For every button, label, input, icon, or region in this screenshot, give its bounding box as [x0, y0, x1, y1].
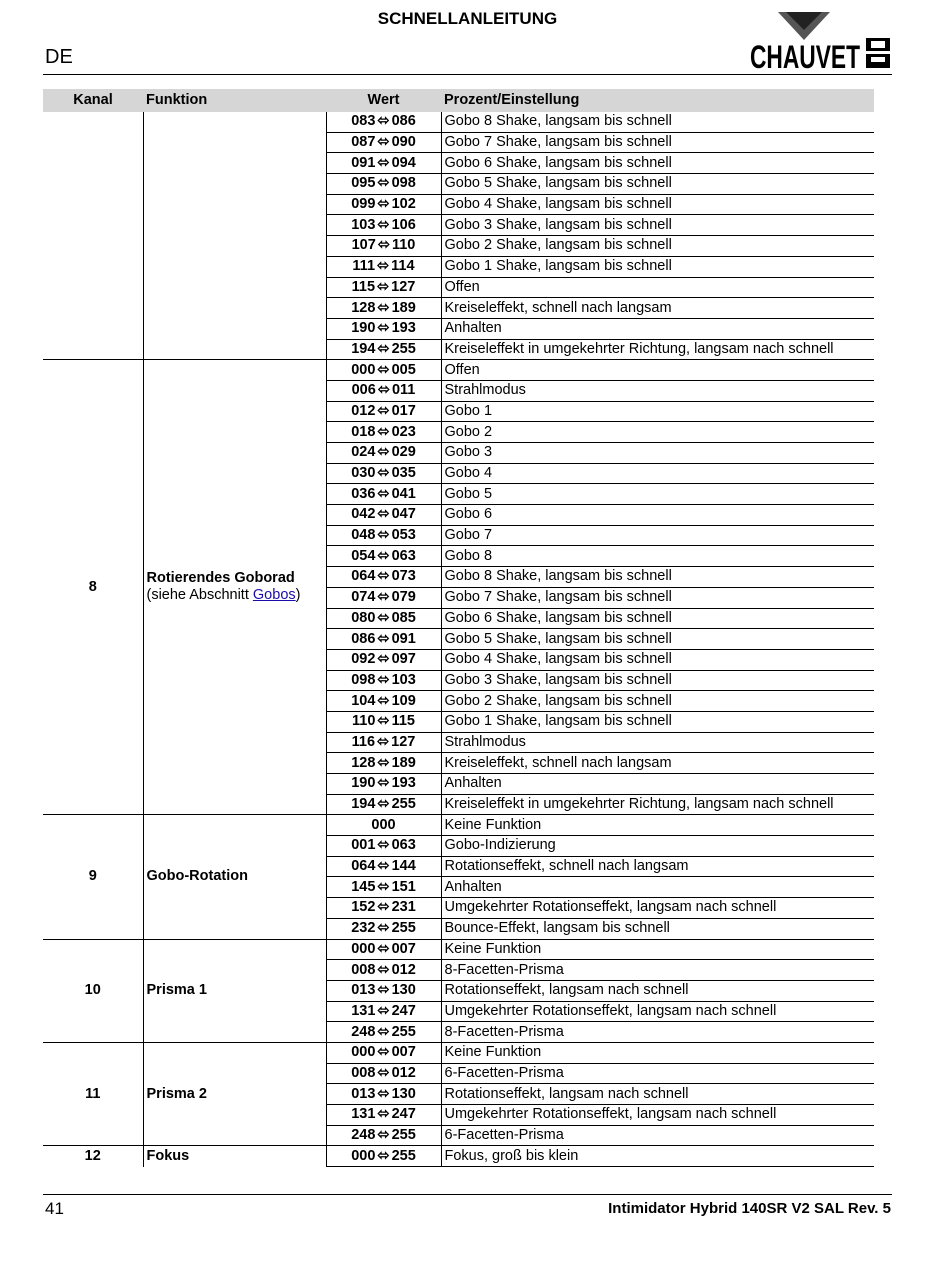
channel-number: 12 [43, 1146, 143, 1167]
dmx-value-range [326, 318, 441, 339]
value-from: 074 [351, 589, 376, 606]
function-name: Gobo-Rotation [146, 868, 248, 885]
value-to: 103 [391, 671, 416, 688]
range-arrow-icon: ⬄ [377, 547, 390, 564]
dmx-value-range [326, 112, 441, 132]
setting-description: Keine Funktion [441, 1042, 874, 1063]
range-arrow-icon: ⬄ [377, 134, 390, 151]
dmx-value-range [326, 1125, 441, 1146]
range-arrow-icon: ⬄ [377, 258, 390, 275]
value-to: 255 [391, 1023, 416, 1040]
value-from: 000 [371, 816, 396, 833]
setting-description: Gobo 5 Shake, langsam bis schnell [441, 629, 874, 650]
value-from: 092 [351, 651, 376, 668]
value-to: 144 [391, 858, 416, 875]
range-arrow-icon: ⬄ [377, 754, 390, 771]
value-to: 035 [391, 465, 416, 482]
dmx-value-range [326, 711, 441, 732]
svg-text:CHAUVET: CHAUVET [750, 39, 861, 72]
dmx-value-range [326, 194, 441, 215]
value-to: 094 [391, 154, 416, 171]
value-to: 007 [391, 940, 416, 957]
value-to: 109 [391, 692, 416, 709]
setting-description: Offen [441, 360, 874, 381]
value-from: 098 [351, 671, 376, 688]
value-from: 000 [351, 1147, 376, 1164]
dmx-value-range [326, 1022, 441, 1043]
dmx-value-range [326, 774, 441, 795]
value-from: 080 [351, 609, 376, 626]
value-to: 090 [391, 134, 416, 151]
setting-description: Gobo 7 Shake, langsam bis schnell [441, 132, 874, 153]
dmx-value-range [326, 732, 441, 753]
channel-function [143, 815, 326, 939]
value-from: 152 [351, 899, 376, 916]
value-from: 000 [351, 361, 376, 378]
value-from: 036 [351, 485, 376, 502]
value-to: 086 [391, 113, 416, 130]
value-from: 042 [351, 506, 376, 523]
range-arrow-icon: ⬄ [377, 961, 390, 978]
setting-description: Gobo 7 [441, 525, 874, 546]
value-from: 008 [351, 961, 376, 978]
value-to: 063 [391, 837, 416, 854]
value-from: 128 [351, 299, 376, 316]
channel-function [143, 112, 326, 360]
setting-description: Gobo-Indizierung [441, 836, 874, 857]
setting-description: Gobo 4 [441, 463, 874, 484]
range-arrow-icon: ⬄ [377, 216, 390, 233]
range-arrow-icon: ⬄ [377, 320, 390, 337]
value-to: 053 [391, 527, 416, 544]
value-from: 115 [351, 278, 376, 295]
range-arrow-icon: ⬄ [377, 278, 390, 295]
dmx-value-range [326, 567, 441, 588]
setting-description: Gobo 5 [441, 484, 874, 505]
setting-description: Gobo 6 [441, 505, 874, 526]
value-from: 064 [351, 858, 376, 875]
setting-description: Strahlmodus [441, 732, 874, 753]
value-from: 095 [351, 175, 376, 192]
value-from: 116 [351, 733, 376, 750]
range-arrow-icon: ⬄ [377, 1044, 390, 1061]
range-arrow-icon: ⬄ [377, 423, 390, 440]
value-to: 079 [391, 589, 416, 606]
channel-function [143, 939, 326, 1042]
setting-description: Gobo 8 Shake, langsam bis schnell [441, 112, 874, 132]
channel-number: 8 [43, 360, 143, 815]
table-row [43, 815, 874, 836]
dmx-channel-table [43, 89, 874, 1167]
column-header-funktion: Funktion [143, 89, 326, 112]
channel-number: 11 [43, 1042, 143, 1145]
range-arrow-icon: ⬄ [377, 692, 390, 709]
range-arrow-icon: ⬄ [377, 444, 390, 461]
setting-description: Kreiseleffekt in umgekehrter Richtung, langsam nach schnell [441, 339, 874, 360]
value-to: 102 [391, 196, 416, 213]
value-to: 255 [391, 920, 416, 937]
value-from: 024 [351, 444, 376, 461]
footer-rule [43, 1194, 892, 1195]
value-to: 005 [391, 361, 416, 378]
function-name: Fokus [146, 1147, 190, 1164]
value-to: 193 [391, 775, 416, 792]
value-to: 127 [391, 733, 416, 750]
table-row [43, 112, 874, 132]
channel-number [43, 112, 143, 360]
dmx-value-range [326, 1105, 441, 1126]
value-to: 007 [391, 1044, 416, 1061]
dmx-value-range [326, 649, 441, 670]
range-arrow-icon: ⬄ [377, 982, 390, 999]
value-to: 255 [391, 1147, 416, 1164]
value-to: 047 [391, 506, 416, 523]
setting-description: Gobo 2 [441, 422, 874, 443]
dmx-value-range [326, 918, 441, 939]
value-from: 194 [351, 796, 376, 813]
range-arrow-icon: ⬄ [377, 361, 390, 378]
setting-description: Gobo 1 Shake, langsam bis schnell [441, 711, 874, 732]
value-to: 011 [391, 382, 416, 399]
range-arrow-icon: ⬄ [377, 609, 390, 626]
dmx-value-range [326, 1063, 441, 1084]
range-arrow-icon: ⬄ [377, 589, 390, 606]
function-note-prefix: (siehe Abschnitt [146, 587, 253, 604]
dmx-value-range [326, 339, 441, 360]
channel-number: 9 [43, 815, 143, 939]
dmx-value-range [326, 525, 441, 546]
value-to: 189 [391, 299, 416, 316]
channel-function [143, 360, 326, 815]
dmx-value-range [326, 1001, 441, 1022]
range-arrow-icon: ⬄ [377, 175, 390, 192]
dmx-value-range [326, 1146, 441, 1167]
dmx-value-range [326, 670, 441, 691]
value-from: 131 [351, 1106, 376, 1123]
value-from: 131 [351, 1002, 376, 1019]
value-from: 000 [351, 940, 376, 957]
value-from: 006 [351, 382, 376, 399]
dmx-value-range [326, 856, 441, 877]
dmx-value-range [326, 360, 441, 381]
dmx-value-range [326, 629, 441, 650]
setting-description: 6-Facetten-Prisma [441, 1063, 874, 1084]
value-from: 083 [351, 113, 376, 130]
value-to: 023 [391, 423, 416, 440]
setting-description: Gobo 7 Shake, langsam bis schnell [441, 587, 874, 608]
dmx-value-range [326, 980, 441, 1001]
header-rule [43, 74, 892, 75]
setting-description: Gobo 6 Shake, langsam bis schnell [441, 153, 874, 174]
value-from: 001 [351, 837, 376, 854]
range-arrow-icon: ⬄ [377, 858, 390, 875]
setting-description: Kreiseleffekt in umgekehrter Richtung, langsam nach schnell [441, 794, 874, 815]
value-to: 115 [391, 713, 415, 730]
value-to: 012 [391, 1064, 416, 1081]
setting-description: Strahlmodus [441, 380, 874, 401]
value-to: 073 [391, 568, 416, 585]
setting-description: Gobo 8 [441, 546, 874, 567]
setting-description: Rotationseffekt, schnell nach langsam [441, 856, 874, 877]
value-to: 189 [391, 754, 416, 771]
value-from: 008 [351, 1064, 376, 1081]
range-arrow-icon: ⬄ [377, 237, 390, 254]
range-arrow-icon: ⬄ [377, 1085, 390, 1102]
range-arrow-icon: ⬄ [377, 382, 390, 399]
setting-description: Keine Funktion [441, 939, 874, 960]
range-arrow-icon: ⬄ [377, 568, 390, 585]
value-to: 151 [391, 878, 416, 895]
range-arrow-icon: ⬄ [377, 485, 390, 502]
dmx-value-range [326, 815, 441, 836]
range-arrow-icon: ⬄ [377, 1127, 390, 1144]
function-name: Rotierendes Goborad [146, 570, 295, 587]
value-to: 110 [391, 237, 416, 254]
dmx-value-range [326, 298, 441, 319]
value-to: 097 [391, 651, 416, 668]
range-arrow-icon: ⬄ [377, 1147, 390, 1164]
range-arrow-icon: ⬄ [377, 154, 390, 171]
setting-description: Gobo 4 Shake, langsam bis schnell [441, 194, 874, 215]
value-from: 018 [351, 423, 376, 440]
range-arrow-icon: ⬄ [377, 527, 390, 544]
range-arrow-icon: ⬄ [377, 713, 390, 730]
function-name: Prisma 2 [146, 1085, 207, 1102]
dmx-value-range [326, 836, 441, 857]
value-to: 063 [391, 547, 416, 564]
range-arrow-icon: ⬄ [377, 1106, 390, 1123]
page-number: 41 [45, 1199, 64, 1218]
value-from: 248 [351, 1023, 376, 1040]
value-from: 190 [351, 320, 376, 337]
range-arrow-icon: ⬄ [377, 920, 390, 937]
value-to: 029 [391, 444, 416, 461]
value-from: 013 [351, 1085, 376, 1102]
setting-description: Gobo 2 Shake, langsam bis schnell [441, 691, 874, 712]
channel-function [143, 1042, 326, 1145]
dmx-value-range [326, 608, 441, 629]
setting-description: Gobo 8 Shake, langsam bis schnell [441, 567, 874, 588]
page-title: SCHNELLANLEITUNG [377, 9, 558, 28]
dmx-value-range [326, 960, 441, 981]
column-header-kanal: Kanal [43, 89, 143, 112]
table-row [43, 1042, 874, 1063]
value-from: 099 [351, 196, 376, 213]
setting-description: Kreiseleffekt, schnell nach langsam [441, 298, 874, 319]
range-arrow-icon: ⬄ [377, 1064, 390, 1081]
value-from: 194 [351, 340, 376, 357]
value-from: 232 [351, 920, 376, 937]
value-from: 091 [351, 154, 376, 171]
value-to: 193 [391, 320, 416, 337]
dmx-value-range [326, 236, 441, 257]
dmx-value-range [326, 153, 441, 174]
setting-description: 8-Facetten-Prisma [441, 1022, 874, 1043]
dmx-value-range [326, 1042, 441, 1063]
setting-description: Keine Funktion [441, 815, 874, 836]
value-from: 086 [351, 630, 376, 647]
range-arrow-icon: ⬄ [377, 837, 390, 854]
range-arrow-icon: ⬄ [377, 465, 390, 482]
table-header-row [43, 89, 874, 112]
column-header-prozent-einstellung: Prozent/Einstellung [441, 89, 874, 112]
dmx-value-range [326, 587, 441, 608]
dmx-value-range [326, 939, 441, 960]
range-arrow-icon: ⬄ [377, 196, 390, 213]
chauvet-dj-logo [748, 10, 893, 72]
channel-number: 10 [43, 939, 143, 1042]
language-label: DE [45, 46, 73, 68]
function-note-suffix: ) [295, 587, 301, 604]
value-to: 106 [391, 216, 416, 233]
value-to: 114 [391, 258, 415, 275]
range-arrow-icon: ⬄ [377, 796, 390, 813]
range-arrow-icon: ⬄ [377, 113, 390, 130]
dmx-value-range [326, 174, 441, 195]
range-arrow-icon: ⬄ [377, 1023, 390, 1040]
gobos-section-link[interactable]: Gobos [252, 587, 296, 604]
value-to: 247 [391, 1106, 416, 1123]
value-to: 255 [391, 1127, 416, 1144]
value-to: 012 [391, 961, 416, 978]
range-arrow-icon: ⬄ [377, 651, 390, 668]
setting-description: Gobo 1 Shake, langsam bis schnell [441, 256, 874, 277]
setting-description: Gobo 5 Shake, langsam bis schnell [441, 174, 874, 195]
document-title: Intimidator Hybrid 140SR V2 SAL Rev. 5 [608, 1200, 891, 1217]
channel-function [143, 1146, 326, 1167]
dmx-value-range [326, 546, 441, 567]
value-from: 087 [351, 134, 376, 151]
range-arrow-icon: ⬄ [377, 1002, 390, 1019]
value-from: 064 [351, 568, 376, 585]
value-from: 104 [351, 692, 376, 709]
value-from: 103 [351, 216, 376, 233]
range-arrow-icon: ⬄ [377, 733, 390, 750]
column-header-wert: Wert [326, 89, 441, 112]
setting-description: Offen [441, 277, 874, 298]
setting-description: Gobo 2 Shake, langsam bis schnell [441, 236, 874, 257]
function-note [147, 587, 323, 604]
setting-description: Fokus, groß bis klein [441, 1146, 874, 1167]
setting-description: Anhalten [441, 774, 874, 795]
value-from: 048 [351, 527, 376, 544]
dmx-value-range [326, 877, 441, 898]
value-from: 145 [351, 878, 376, 895]
setting-description: Kreiseleffekt, schnell nach langsam [441, 753, 874, 774]
value-from: 030 [351, 465, 376, 482]
function-name: Prisma 1 [146, 982, 207, 999]
dmx-value-range [326, 1084, 441, 1105]
setting-description: Gobo 3 [441, 443, 874, 464]
setting-description: 8-Facetten-Prisma [441, 960, 874, 981]
value-from: 000 [351, 1044, 376, 1061]
setting-description: Umgekehrter Rotationseffekt, langsam nach schnell [441, 898, 874, 919]
value-to: 041 [391, 485, 416, 502]
dmx-value-range [326, 794, 441, 815]
value-to: 091 [391, 630, 416, 647]
setting-description: Anhalten [441, 318, 874, 339]
setting-description: Rotationseffekt, langsam nach schnell [441, 1084, 874, 1105]
range-arrow-icon: ⬄ [377, 671, 390, 688]
value-to: 255 [391, 796, 416, 813]
value-to: 017 [391, 402, 416, 419]
value-from: 012 [351, 402, 376, 419]
value-to: 130 [391, 1085, 416, 1102]
table-row [43, 939, 874, 960]
setting-description: 6-Facetten-Prisma [441, 1125, 874, 1146]
dmx-value-range [326, 463, 441, 484]
range-arrow-icon: ⬄ [377, 630, 390, 647]
value-from: 013 [351, 982, 376, 999]
value-from: 128 [351, 754, 376, 771]
value-to: 085 [391, 609, 416, 626]
dmx-value-range [326, 691, 441, 712]
value-to: 127 [391, 278, 416, 295]
setting-description: Gobo 4 Shake, langsam bis schnell [441, 649, 874, 670]
setting-description: Gobo 6 Shake, langsam bis schnell [441, 608, 874, 629]
range-arrow-icon: ⬄ [377, 340, 390, 357]
value-from: 111 [352, 258, 376, 275]
setting-description: Umgekehrter Rotationseffekt, langsam nach schnell [441, 1105, 874, 1126]
setting-description: Gobo 3 Shake, langsam bis schnell [441, 670, 874, 691]
setting-description: Rotationseffekt, langsam nach schnell [441, 980, 874, 1001]
table-row [43, 1146, 874, 1167]
dmx-value-range [326, 401, 441, 422]
dmx-value-range [326, 380, 441, 401]
dmx-value-range [326, 256, 441, 277]
value-to: 247 [391, 1002, 416, 1019]
value-from: 190 [351, 775, 376, 792]
range-arrow-icon: ⬄ [377, 299, 390, 316]
range-arrow-icon: ⬄ [377, 402, 390, 419]
range-arrow-icon: ⬄ [377, 940, 390, 957]
dmx-value-range [326, 215, 441, 236]
dmx-value-range [326, 277, 441, 298]
range-arrow-icon: ⬄ [377, 506, 390, 523]
setting-description: Gobo 3 Shake, langsam bis schnell [441, 215, 874, 236]
value-from: 110 [352, 713, 376, 730]
setting-description: Anhalten [441, 877, 874, 898]
dmx-value-range [326, 505, 441, 526]
range-arrow-icon: ⬄ [377, 775, 390, 792]
dmx-value-range [326, 443, 441, 464]
value-to: 130 [391, 982, 416, 999]
table-row [43, 360, 874, 381]
value-to: 255 [391, 340, 416, 357]
dmx-value-range [326, 753, 441, 774]
value-from: 054 [351, 547, 376, 564]
setting-description: Gobo 1 [441, 401, 874, 422]
range-arrow-icon: ⬄ [377, 899, 390, 916]
value-to: 098 [391, 175, 416, 192]
value-to: 231 [391, 899, 416, 916]
dmx-value-range [326, 422, 441, 443]
setting-description: Umgekehrter Rotationseffekt, langsam nach schnell [441, 1001, 874, 1022]
value-from: 248 [351, 1127, 376, 1144]
dmx-value-range [326, 484, 441, 505]
value-from: 107 [351, 237, 376, 254]
dmx-value-range [326, 898, 441, 919]
setting-description: Bounce-Effekt, langsam bis schnell [441, 918, 874, 939]
range-arrow-icon: ⬄ [377, 878, 390, 895]
dmx-value-range [326, 132, 441, 153]
